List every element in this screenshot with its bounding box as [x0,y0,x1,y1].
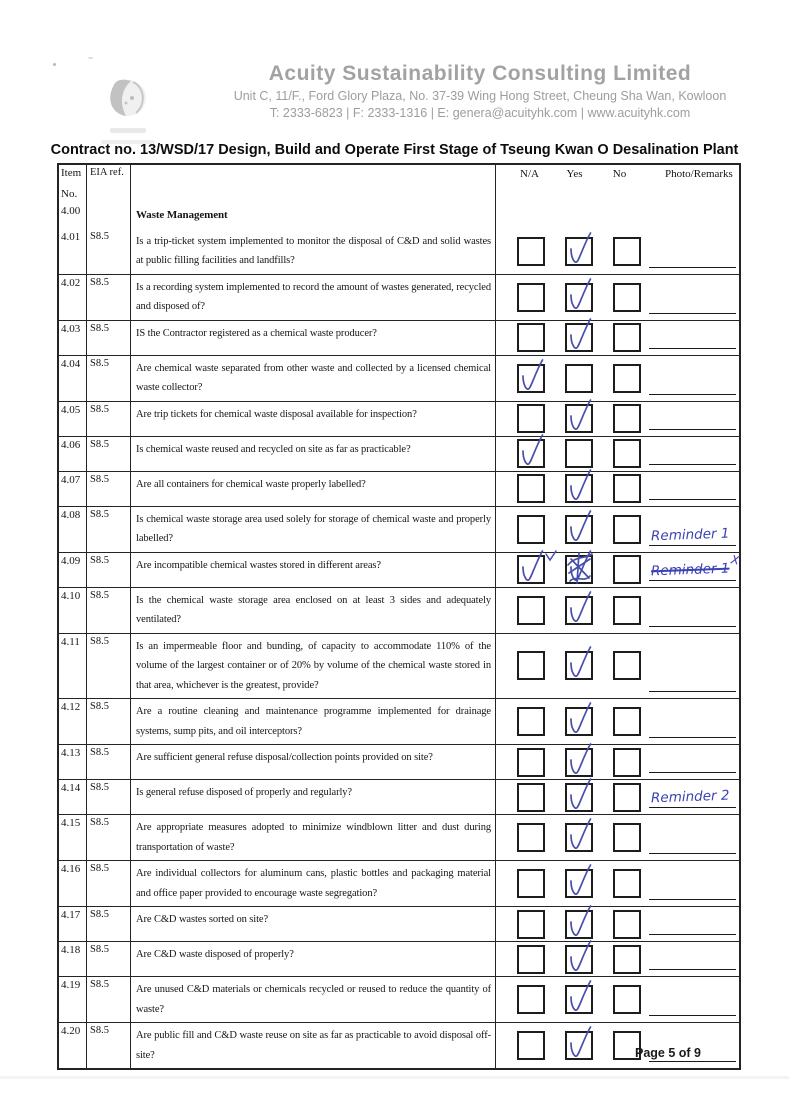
remark-line[interactable] [649,853,736,854]
acuity-leaf-logo-icon [93,70,163,150]
eia-ref-cell: S8.5 [87,907,131,941]
checkbox-no[interactable] [613,823,641,852]
remark-line[interactable] [649,969,736,970]
eia-ref-cell: S8.5 [87,229,131,274]
remark-line[interactable] [649,313,736,314]
table-row [59,320,739,355]
remark-line[interactable] [649,807,736,808]
eia-ref-cell: S8.5 [87,815,131,860]
checkbox-yes[interactable] [565,910,593,939]
checkbox-no[interactable] [613,945,641,974]
blue-tick-mark [518,433,545,469]
checkbox-cell [496,977,739,1022]
blue-tick-mark [566,742,593,778]
checkbox-cell [496,553,739,587]
item-no-cell: 4.04 [59,356,87,401]
checkbox-no[interactable] [613,707,641,736]
checkbox-cell [496,1023,739,1068]
question-cell: Are incompatible chemical wastes stored in different areas? [131,553,496,587]
checkbox-cell [496,507,739,552]
question-cell: Are unused C&D materials or chemicals recycled or reused to reduce the quantity of waste? [131,977,496,1022]
checkbox-no[interactable] [613,283,641,312]
question-cell: Is a trip-ticket system implemented to monitor the disposal of C&D and solid wastes at public filling facilities and landfills? [131,229,496,274]
scribbled-tick-mark [566,549,593,585]
question-cell: IS the Contractor registered as a chemical waste producer? [131,321,496,355]
checkbox-cell [496,588,739,633]
table-row [59,506,739,552]
col-header-yes: Yes [566,168,583,180]
remark-line[interactable] [649,580,736,581]
col-header-no: No [612,168,627,180]
question-cell: Is general refuse disposed of properly and regularly? [131,780,496,814]
item-no-cell: 4.08 [59,507,87,552]
item-no-cell: 4.05 [59,402,87,436]
checkbox-na[interactable] [517,985,545,1014]
checkbox-cell [496,815,739,860]
item-no-cell: 4.00 [59,203,87,229]
remark-line[interactable] [649,737,736,738]
eia-ref-cell: S8.5 [87,1023,131,1068]
question-cell: Is the chemical waste storage area enclosed on at least 3 sides and adequately ventilated? [131,588,496,633]
eia-ref-cell: S8.5 [87,942,131,976]
blue-tick-mark [566,777,593,813]
eia-ref-cell: S8.5 [87,275,131,320]
photo-remarks-cell [661,977,739,1022]
photo-remarks-cell [661,402,739,436]
checkbox-na[interactable] [517,404,545,433]
checkbox-na[interactable] [517,515,545,544]
table-row [59,552,739,587]
table-header-row [59,165,739,203]
checkbox-yes[interactable] [565,555,593,584]
remark-line[interactable] [649,1015,736,1016]
checkbox-cell [496,699,739,744]
checkbox-yes[interactable] [565,823,593,852]
photo-remarks-cell [661,815,739,860]
photo-remarks-cell [650,780,739,814]
eia-ref-cell: S8.5 [87,861,131,906]
eia-ref-cell: S8.5 [87,634,131,699]
checkbox-yes[interactable] [565,439,593,468]
document-title: Contract no. 13/WSD/17 Design, Build and Operate First Stage of Tseung Kwan O Desalination Plant [50,142,739,158]
table-row [59,976,739,1022]
checkbox-cell [496,942,739,976]
checkbox-yes[interactable] [565,707,593,736]
checkbox-na[interactable] [517,910,545,939]
remark-line[interactable] [649,626,736,627]
photo-remarks-cell [661,699,739,744]
no-label: No. [61,188,78,200]
company-address: Unit C, 11/F., Ford Glory Plaza, No. 37-39 Wing Hong Street, Cheung Sha Wan, Kowloon [233,89,727,103]
item-no-cell: 4.13 [59,745,87,779]
checkbox-no[interactable] [613,910,641,939]
blue-tick-mark [518,549,545,585]
item-no-cell: 4.20 [59,1023,87,1068]
eia-ref-cell: S8.5 [87,321,131,355]
eia-ref-cell: S8.5 [87,699,131,744]
eia-ref-cell [87,203,131,229]
checkbox-na[interactable] [517,651,545,680]
checkbox-cell [496,634,739,699]
eia-ref-cell: S8.5 [87,402,131,436]
checkbox-cell [496,203,739,229]
checkbox-na[interactable] [517,474,545,503]
table-row [59,1022,739,1068]
checkbox-yes[interactable] [565,596,593,625]
photo-remarks-cell [661,745,739,779]
blue-tick-mark [566,939,593,975]
remark-line[interactable] [649,348,736,349]
checkbox-no[interactable] [613,474,641,503]
checkbox-na[interactable] [517,237,545,266]
company-name: Acuity Sustainability Consulting Limited [268,62,692,85]
checkbox-cell [496,472,739,506]
photo-remarks-cell [661,634,739,699]
photo-remarks-cell [661,861,739,906]
checkbox-yes[interactable] [565,404,593,433]
item-no-cell: 4.17 [59,907,87,941]
photo-remarks-cell [661,356,739,401]
checkbox-no[interactable] [613,404,641,433]
blue-tick-mark [566,904,593,940]
question-cell: Are C&D wastes sorted on site? [131,907,496,941]
checkbox-cell [496,745,739,779]
blue-tick-mark [566,645,593,681]
remark-line[interactable] [649,899,736,900]
question-cell: Are sufficient general refuse disposal/collection points provided on site? [131,745,496,779]
checkbox-na[interactable] [517,748,545,777]
eia-ref-cell: S8.5 [87,588,131,633]
blue-tick-mark [566,277,593,313]
remark-line[interactable] [649,934,736,935]
stray-tick-mark [544,549,558,563]
checkbox-cell [496,861,739,906]
item-no-cell: 4.12 [59,699,87,744]
question-cell: Is a recording system implemented to record the amount of wastes generated, recycled and disposed of? [131,275,496,320]
col-header-checks [496,165,739,203]
checkbox-no[interactable] [613,515,641,544]
blue-tick-mark [566,817,593,853]
question-cell: Are public fill and C&D waste reuse on site as far as practicable to avoid disposal off-site? [131,1023,496,1068]
checkbox-na[interactable] [517,323,545,352]
checkbox-no[interactable] [613,985,641,1014]
question-cell: Is chemical waste reused and recycled on site as far as practicable? [131,437,496,471]
col-header-question [131,165,496,203]
checkbox-yes[interactable] [565,945,593,974]
blue-tick-mark [566,1025,593,1061]
col-header-item-no [59,165,87,203]
question-cell: Are chemical waste separated from other waste and collected by a licensed chemical waste collector? [131,356,496,401]
checkbox-no[interactable] [613,748,641,777]
handwritten-remark: Reminder 1 [650,560,730,579]
checkbox-yes[interactable] [565,869,593,898]
checkbox-yes[interactable] [565,474,593,503]
checkbox-yes[interactable] [565,748,593,777]
blue-tick-mark [566,590,593,626]
remark-line[interactable] [649,464,736,465]
table-row [59,633,739,699]
photo-remarks-cell [661,437,739,471]
checkbox-no[interactable] [613,439,641,468]
handwritten-remark: Reminder 2 [650,787,730,807]
checkbox-no[interactable] [613,869,641,898]
checkbox-cell [496,321,739,355]
table-row [59,401,739,436]
checkbox-na[interactable] [517,596,545,625]
remark-line[interactable] [649,267,736,268]
company-contacts: T: 2333-6823 | F: 2333-1316 | E: genera@acuityhk.com | www.acuityhk.com [269,106,691,120]
item-no-cell: 4.15 [59,815,87,860]
col-header-eia-ref: EIA ref. [87,165,131,203]
photo-remarks-cell [661,907,739,941]
checkbox-cell [496,780,739,814]
item-no-cell: 4.09 [59,553,87,587]
table-row [59,274,739,320]
table-row [59,744,739,779]
checkbox-na[interactable] [517,823,545,852]
remark-line[interactable] [649,1061,736,1062]
table-row [59,941,739,976]
photo-remarks-cell [661,321,739,355]
checkbox-na[interactable] [517,364,545,393]
checkbox-cell [496,275,739,320]
item-no-cell: 4.10 [59,588,87,633]
blue-tick-mark [518,358,545,394]
checkbox-no[interactable] [613,323,641,352]
checkbox-cell [496,356,739,401]
scan-speck [53,63,56,66]
remark-line[interactable] [649,499,736,500]
item-no-cell: 4.18 [59,942,87,976]
checkbox-cell [496,402,739,436]
table-row [59,860,739,906]
table-row [59,355,739,401]
photo-remarks-cell [661,588,739,633]
item-no-cell: 4.06 [59,437,87,471]
table-row [59,814,739,860]
checkbox-no[interactable] [613,555,641,584]
checkbox-cell [496,907,739,941]
remark-line[interactable] [649,429,736,430]
scan-artifact-line [0,1076,789,1079]
photo-remarks-cell [661,275,739,320]
photo-remarks-cell [650,551,741,587]
checkbox-yes[interactable] [565,1031,593,1060]
checkbox-no[interactable] [613,783,641,812]
eia-ref-cell: S8.5 [87,745,131,779]
question-cell: Are a routine cleaning and maintenance programme implemented for drainage systems, sump pits, and oil interceptors? [131,699,496,744]
blue-tick-mark [566,468,593,504]
item-no-cell: 4.07 [59,472,87,506]
checkbox-yes[interactable] [565,283,593,312]
blue-tick-mark [566,863,593,899]
blue-tick-mark [566,509,593,545]
question-cell: Are individual collectors for aluminum cans, plastic bottles and packaging material and office paper provided to encourage waste segregation? [131,861,496,906]
handwritten-x-mark: X [729,551,741,568]
eia-ref-cell: S8.5 [87,977,131,1022]
item-no-cell: 4.14 [59,780,87,814]
checkbox-yes[interactable] [565,237,593,266]
eia-ref-cell: S8.5 [87,472,131,506]
checkbox-na[interactable] [517,869,545,898]
remark-line[interactable] [649,545,736,546]
question-cell: Are appropriate measures adopted to minimize windblown litter and dust during transportation of waste? [131,815,496,860]
eia-ref-cell: S8.5 [87,553,131,587]
table-row [59,436,739,471]
item-no-cell: 4.16 [59,861,87,906]
checkbox-yes[interactable] [565,364,593,393]
checkbox-na[interactable] [517,1031,545,1060]
checkbox-no[interactable] [613,651,641,680]
checkbox-cell [496,437,739,471]
blue-tick-mark [566,317,593,353]
photo-remarks-cell [661,942,739,976]
handwritten-remark: Reminder 1 [650,525,730,544]
checkbox-yes[interactable] [565,985,593,1014]
blue-tick-mark [566,231,593,267]
item-no-cell: 4.11 [59,634,87,699]
photo-remarks-cell [661,472,739,506]
table-row [59,779,739,814]
eia-ref-cell: S8.5 [87,437,131,471]
checkbox-cell [496,229,739,274]
checkbox-no[interactable] [613,364,641,393]
question-cell: Are trip tickets for chemical waste disposal available for inspection? [131,402,496,436]
table-row [59,471,739,506]
eia-ref-cell: S8.5 [87,780,131,814]
checkbox-yes[interactable] [565,515,593,544]
checkbox-no[interactable] [613,596,641,625]
checkbox-yes[interactable] [565,651,593,680]
checkbox-na[interactable] [517,283,545,312]
blue-tick-mark [566,398,593,434]
item-label: Item [61,167,82,179]
item-no-cell: 4.01 [59,229,87,274]
question-cell: Is an impermeable floor and bunding, of capacity to accommodate 110% of the volume of the largest container or of 20% by volume of the chemical waste stored in that area, whichever is the greatest, provide? [131,634,496,699]
page-number: Page 5 of 9 [635,1046,701,1060]
checklist-table [57,163,741,1070]
col-header-photo-remarks: Photo/Remarks [665,168,733,180]
photo-remarks-cell [661,229,739,274]
remark-line[interactable] [649,772,736,773]
checkbox-na[interactable] [517,439,545,468]
question-cell: Are all containers for chemical waste properly labelled? [131,472,496,506]
checkbox-na[interactable] [517,707,545,736]
eia-ref-cell: S8.5 [87,356,131,401]
checkbox-na[interactable] [517,945,545,974]
checkbox-yes[interactable] [565,323,593,352]
question-cell: Waste Management [131,203,496,229]
checkbox-na[interactable] [517,783,545,812]
checkbox-na[interactable] [517,555,545,584]
table-row [59,906,739,941]
remark-line[interactable] [649,691,736,692]
blue-tick-mark [566,701,593,737]
table-row [59,203,739,274]
scan-speck [88,57,93,59]
item-no-cell: 4.03 [59,321,87,355]
checkbox-no[interactable] [613,237,641,266]
question-cell: Are C&D waste disposed of properly? [131,942,496,976]
blue-tick-mark [566,979,593,1015]
eia-ref-cell: S8.5 [87,507,131,552]
item-no-cell: 4.19 [59,977,87,1022]
table-row [59,587,739,633]
checkbox-yes[interactable] [565,783,593,812]
col-header-na: N/A [520,168,539,180]
table-row [59,698,739,744]
remark-line[interactable] [649,394,736,395]
table-body [59,203,739,1068]
photo-remarks-cell [650,507,739,552]
question-cell: Is chemical waste storage area used solely for storage of chemical waste and properly labelled? [131,507,496,552]
item-no-cell: 4.02 [59,275,87,320]
